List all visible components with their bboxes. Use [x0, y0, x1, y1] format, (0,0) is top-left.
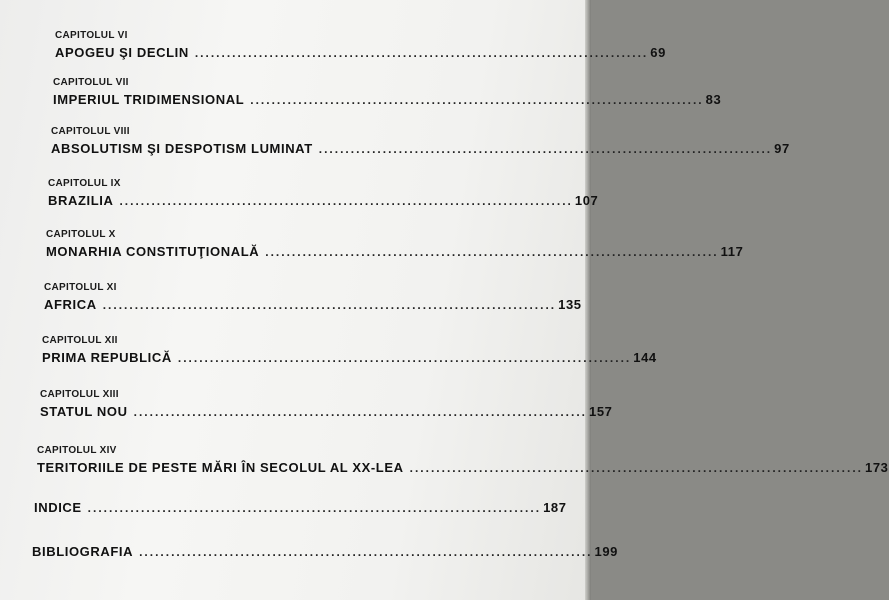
page-number: 157: [589, 404, 613, 419]
chapter-title: BIBLIOGRAFIA: [32, 544, 134, 559]
toc-line: [53, 92, 722, 107]
toc-line: [37, 460, 889, 475]
chapter-title: INDICE: [34, 500, 82, 515]
dot-leader: .....................................................................................: [265, 245, 719, 259]
chapter-label: CAPITOLUL XI: [44, 282, 117, 293]
toc-entry-11: [44, 282, 582, 312]
toc-entry-13: [40, 389, 613, 419]
chapter-label: CAPITOLUL XIII: [40, 389, 119, 400]
toc-entry-indice: [34, 500, 567, 515]
page-number: 97: [774, 141, 790, 156]
toc-line: [42, 350, 657, 365]
page-number: 83: [705, 92, 722, 107]
dot-leader: .....................................................................................: [318, 142, 773, 156]
page-number: 199: [594, 544, 618, 559]
dot-leader: .....................................................................................: [133, 405, 587, 419]
chapter-title: TERITORIILE DE PESTE MĂRI ÎN SECOLUL AL XX-LEA: [37, 460, 404, 475]
toc-entry-6: [55, 30, 666, 60]
chapter-title: IMPERIUL TRIDIMENSIONAL: [53, 92, 245, 107]
chapter-label: CAPITOLUL VI: [55, 30, 128, 41]
chapter-title: ABSOLUTISM ŞI DESPOTISM LUMINAT: [51, 141, 313, 156]
toc-line: [40, 404, 613, 419]
toc-entry-7: [53, 77, 722, 107]
chapter-label: CAPITOLUL X: [46, 229, 116, 240]
dot-leader: .....................................................................................: [250, 93, 704, 107]
toc-entry-8: [51, 126, 790, 156]
chapter-label: CAPITOLUL IX: [48, 178, 121, 189]
chapter-title: APOGEU ŞI DECLIN: [55, 45, 189, 60]
toc-line: [44, 297, 582, 312]
toc-line: [48, 193, 599, 208]
toc-line: [46, 244, 744, 259]
dot-leader: .....................................................................................: [409, 461, 863, 475]
toc-entry-9: [48, 178, 599, 208]
toc-line: [51, 141, 790, 156]
chapter-label: CAPITOLUL XIV: [37, 445, 117, 456]
chapter-title: STATUL NOU: [40, 404, 128, 419]
page-number: 187: [543, 500, 567, 515]
dot-leader: .....................................................................................: [139, 545, 593, 559]
page-edge: [585, 0, 591, 600]
toc-entry-12: [42, 335, 657, 365]
chapter-title: MONARHIA CONSTITUŢIONALĂ: [46, 244, 260, 259]
toc-line: [55, 45, 666, 60]
toc-line: [34, 500, 567, 515]
chapter-title: PRIMA REPUBLICĂ: [42, 350, 172, 365]
chapter-label: CAPITOLUL XII: [42, 335, 118, 346]
chapter-title: AFRICA: [44, 297, 97, 312]
toc-entry-10: [46, 229, 744, 259]
chapter-label: CAPITOLUL VII: [53, 77, 129, 88]
toc-entry-14: [37, 445, 889, 475]
page-number: 135: [558, 297, 582, 312]
page-number: 144: [633, 350, 657, 365]
page-number: 107: [574, 193, 599, 208]
page-number: 117: [720, 244, 744, 259]
dot-leader: .....................................................................................: [119, 194, 573, 208]
toc-entry-bibliografia: [32, 544, 618, 559]
dot-leader: .....................................................................................: [177, 351, 632, 365]
chapter-label: CAPITOLUL VIII: [51, 126, 130, 137]
page-number: 69: [650, 45, 666, 60]
dot-leader: .....................................................................................: [194, 46, 649, 60]
chapter-title: BRAZILIA: [48, 193, 114, 208]
toc-line: [32, 544, 618, 559]
dot-leader: .....................................................................................: [102, 298, 557, 312]
page-number: 173: [865, 460, 889, 475]
dot-leader: .....................................................................................: [87, 501, 542, 515]
